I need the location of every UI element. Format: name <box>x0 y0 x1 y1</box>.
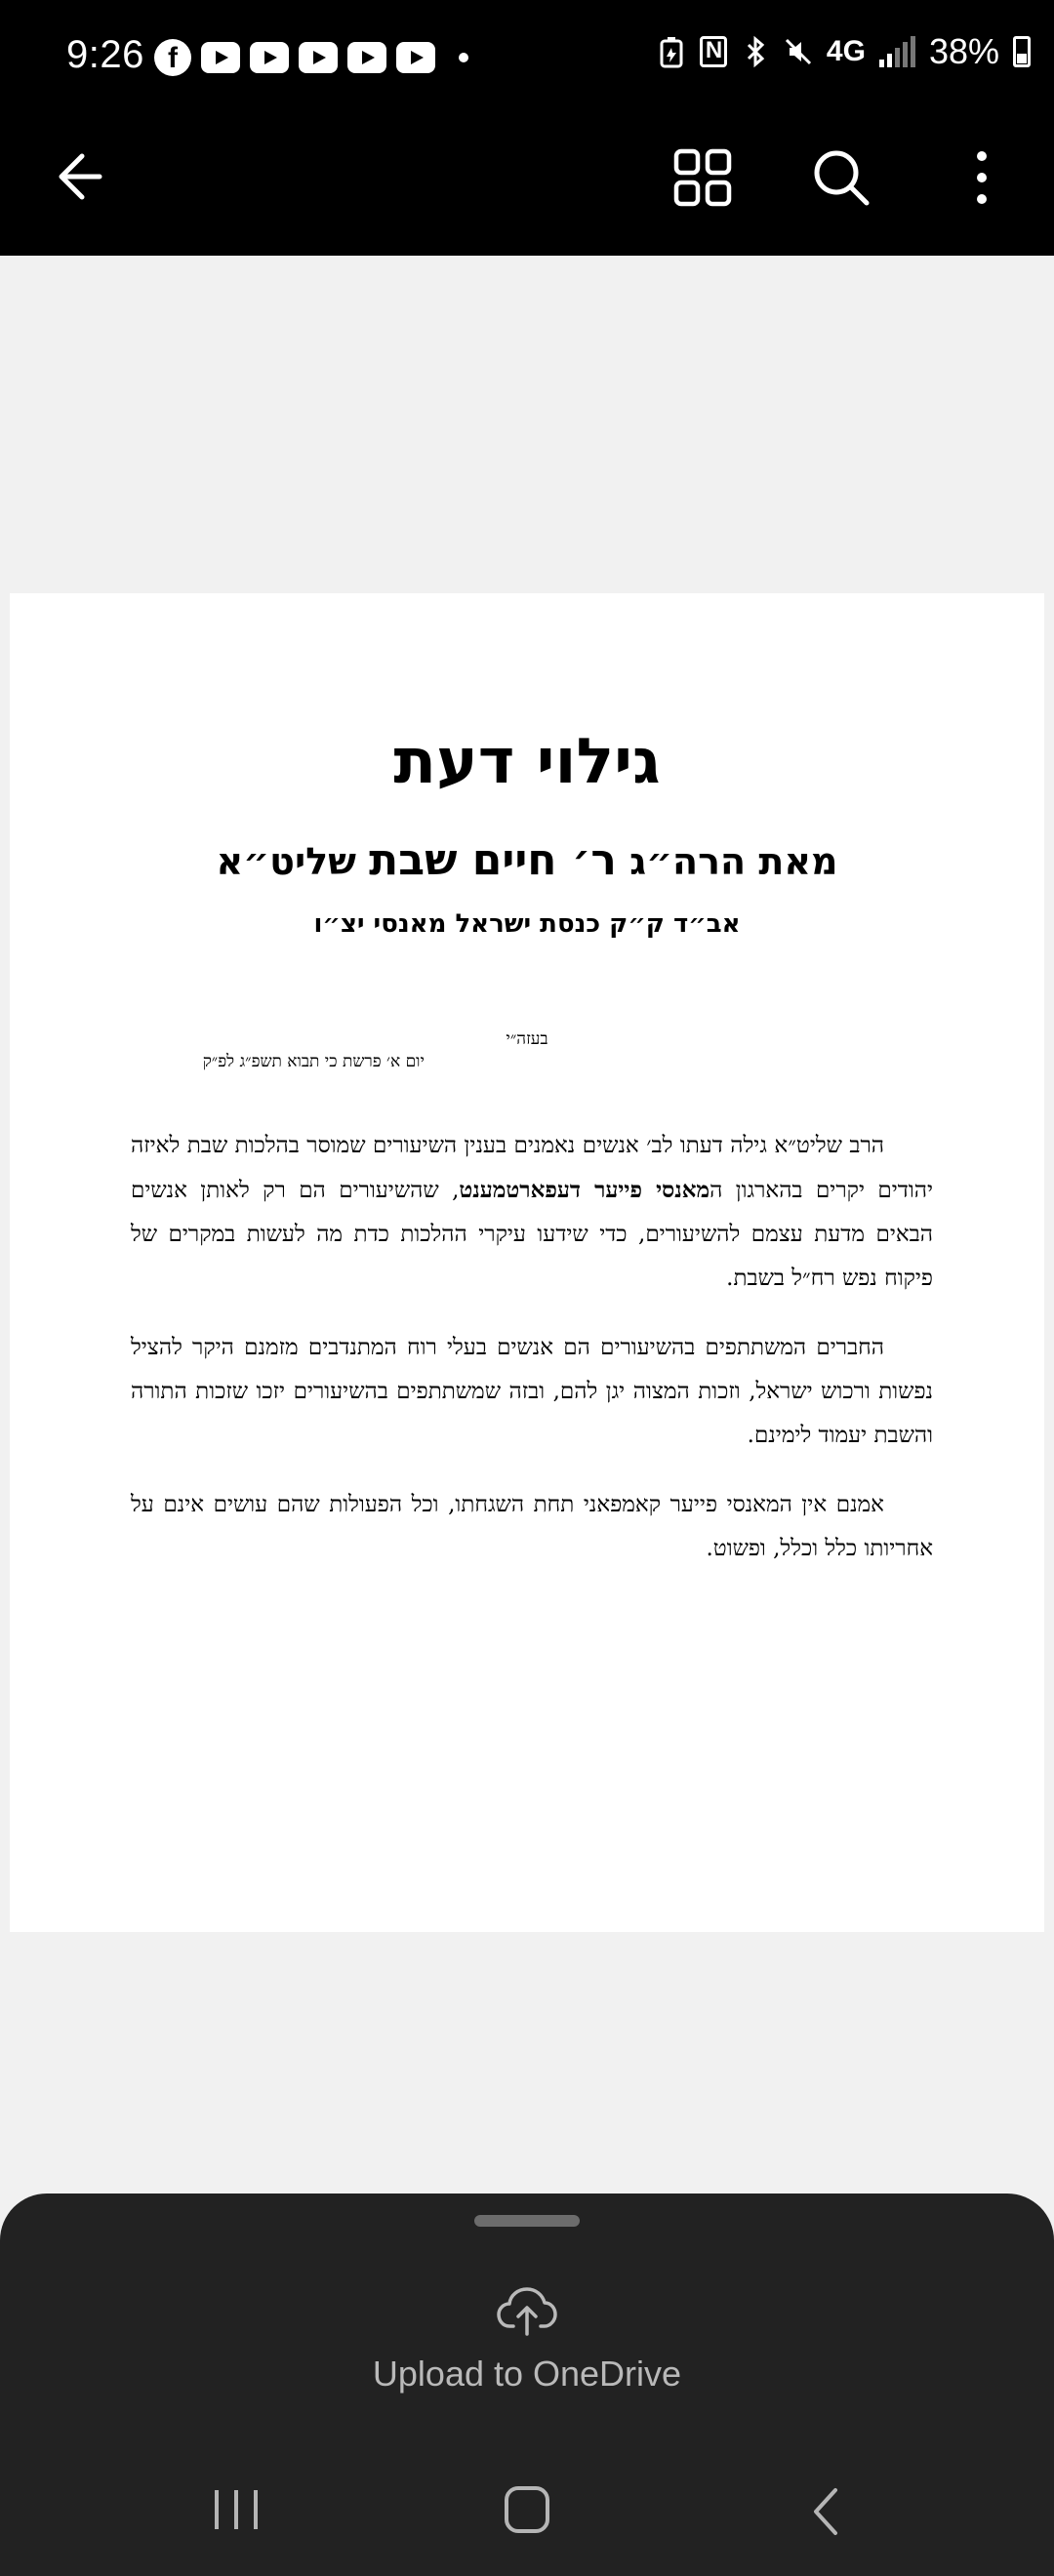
signal-icon <box>879 36 915 67</box>
paragraph-1-b: , שהשיעורים הם רק לאותן אנשים הבאים מדעת עצמם להשיעורים, כדי שידעו עיקרי ההלכות כדת מה לעשות במקרים של פיקוח נפש רח״ל בשבת. <box>131 1178 933 1291</box>
paragraph-3: אמנם אין המאנסי פייער קאמפאני תחת השגחתו, וכל הפעולות שהם עושים אינם על אחריותו כלל וכלל, ופשוט. <box>131 1492 933 1561</box>
status-time: 9:26 <box>66 33 144 76</box>
paragraph-1-bold: מאנסי פייער דעפארטמענט <box>459 1177 710 1203</box>
notification-icons <box>154 39 468 76</box>
document-bezrat: בעזה״י <box>506 1029 548 1049</box>
upload-to-onedrive-button[interactable]: Upload to OneDrive <box>372 2354 682 2394</box>
sheet-drag-handle[interactable] <box>474 2215 580 2227</box>
author-name: ר׳ חיים שבת <box>369 835 617 885</box>
document-body <box>131 1124 933 1596</box>
battery-icon <box>1013 36 1031 67</box>
youtube-icon <box>396 42 435 73</box>
document-date: יום א׳ פרשת כי תבוא תשפ״ג לפ״ק <box>202 1052 425 1071</box>
youtube-icon <box>299 42 338 73</box>
youtube-icon <box>347 42 386 73</box>
battery-saver-icon <box>657 35 686 68</box>
document-title: גילוי דעת <box>393 726 661 798</box>
system-icons <box>657 31 1031 72</box>
battery-percent: 38% <box>928 31 999 71</box>
author-prefix: מאת הרה״ג <box>629 840 838 883</box>
document-page[interactable] <box>10 593 1044 1932</box>
facebook-icon: f <box>154 39 191 76</box>
document-author <box>10 835 1044 885</box>
app-bar <box>0 115 1054 256</box>
youtube-icon <box>250 42 289 73</box>
network-type: 4G <box>826 35 866 67</box>
bluetooth-icon <box>741 35 770 68</box>
grid-view-icon[interactable] <box>668 142 738 213</box>
cloud-upload-icon[interactable] <box>496 2283 558 2338</box>
recents-icon[interactable] <box>209 2484 264 2535</box>
more-notifications-dot-icon <box>459 53 468 62</box>
status-bar <box>0 0 1054 115</box>
search-icon[interactable] <box>806 142 876 213</box>
home-icon[interactable] <box>502 2482 552 2537</box>
author-suffix: שליט״א <box>216 840 356 883</box>
document-subtitle: אב״ד ק״ק כנסת ישראל מאנסי יצ״ו <box>313 909 741 939</box>
paragraph-2: החברים המשתתפים בהשיעורים הם אנשים בעלי רוח המתנדבים מזמנם היקר להציל נפשות ורכוש ישראל, וזכות המצוה יגן להם, ובזה שמשתתפים בהשיעורים יזכו שזכות התורה והשבת יעמוד לימינם. <box>131 1335 933 1448</box>
navigation-bar <box>0 2449 1054 2576</box>
nfc-icon <box>700 36 727 67</box>
more-vert-icon[interactable] <box>953 142 1011 213</box>
mute-icon <box>784 35 813 68</box>
paragraph-1 <box>131 1124 933 1301</box>
paragraph-1-a: הרב שליט״א גילה דעתו לב׳ אנשים נאמנים בענין השיעורים שמוסר בהלכות שבת לאיזה יהודים יקרים בהארגון ה <box>131 1133 933 1203</box>
back-icon[interactable] <box>806 2484 845 2539</box>
youtube-icon <box>201 42 240 73</box>
back-arrow-icon[interactable] <box>49 142 117 211</box>
